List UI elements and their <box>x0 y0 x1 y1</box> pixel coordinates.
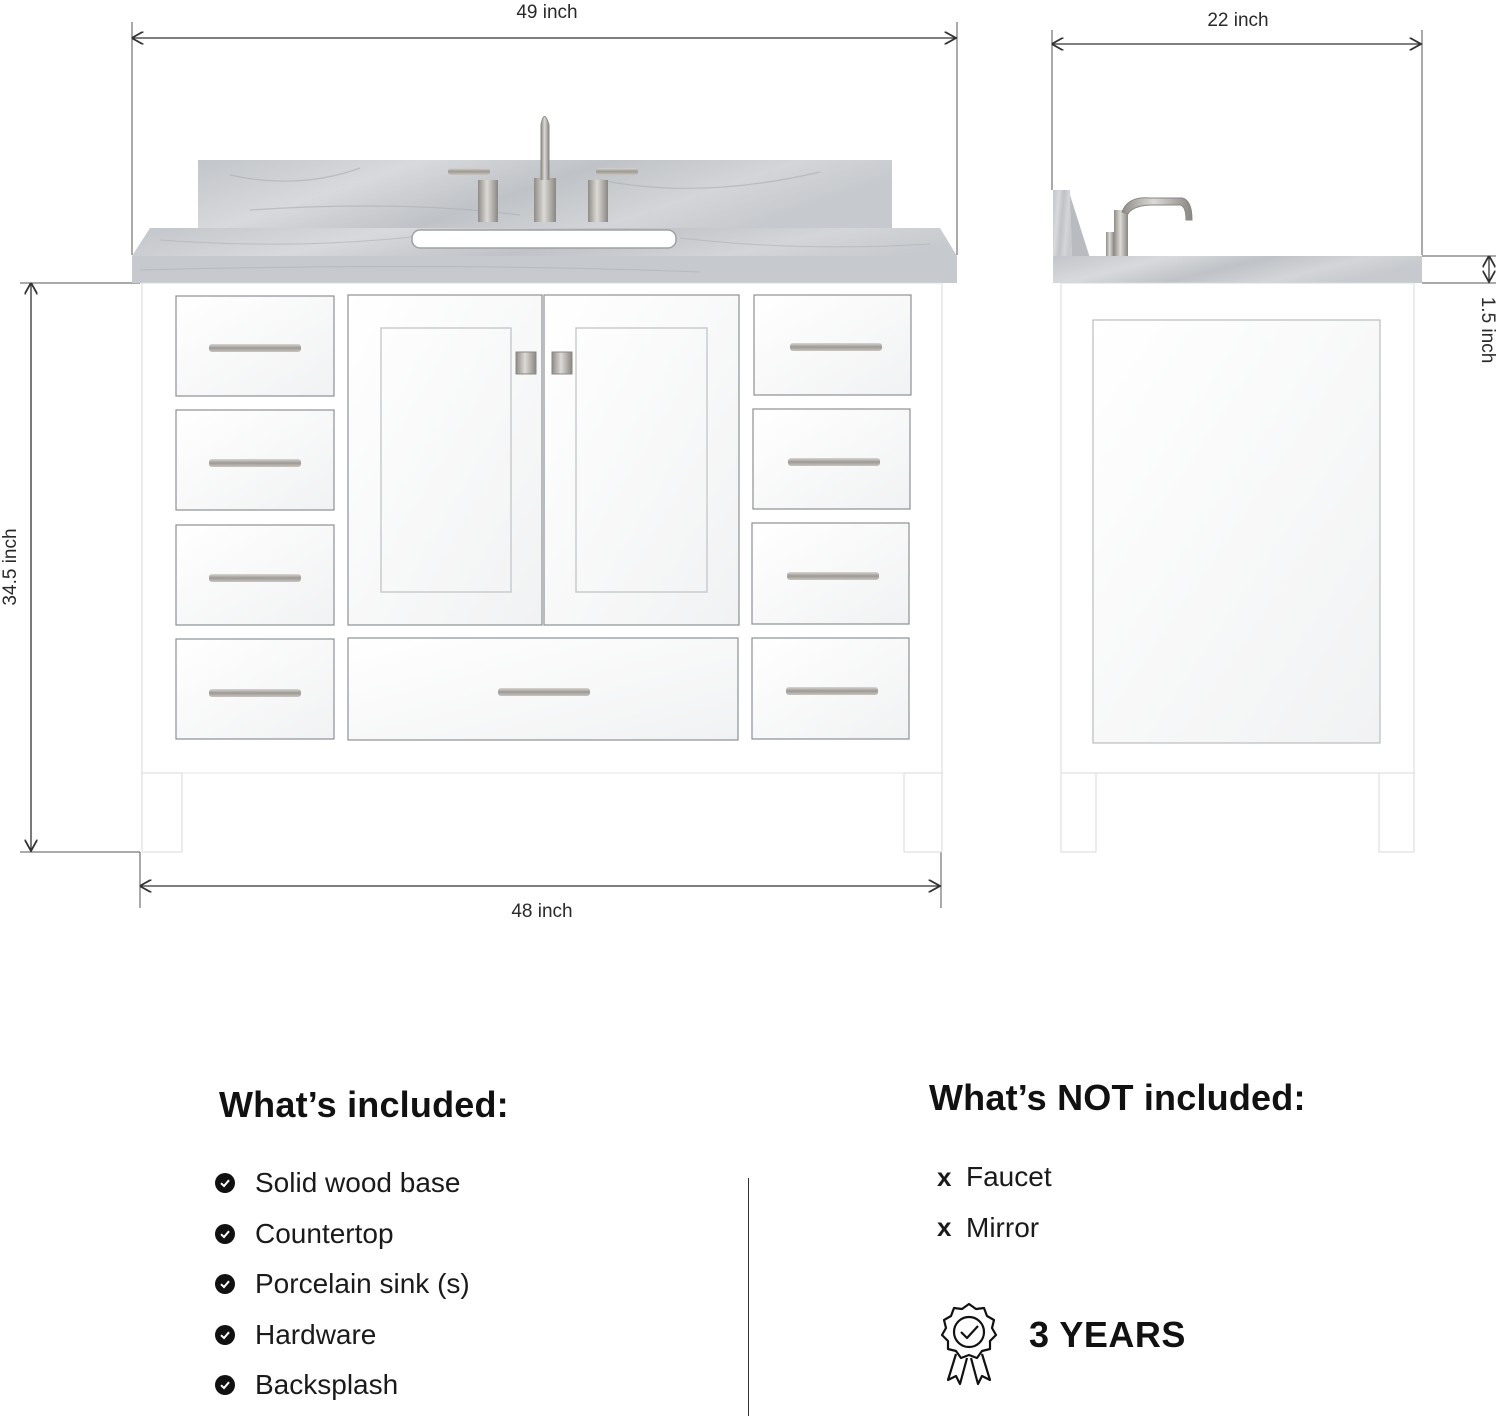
side-depth-label: 22 inch <box>1207 10 1269 31</box>
leg-left <box>142 773 182 852</box>
leg-right <box>904 773 942 852</box>
side-countertop <box>1053 256 1422 283</box>
check-circle-icon <box>215 1325 235 1345</box>
base-width-label: 48 inch <box>511 901 573 922</box>
not-included-item-label: Faucet <box>966 1161 1052 1193</box>
side-leg-right <box>1379 773 1414 852</box>
list-item <box>937 1152 1052 1203</box>
list-item <box>215 1310 470 1361</box>
list-item <box>937 1203 1052 1254</box>
countertop-thickness-label: 1.5 inch <box>1477 296 1498 364</box>
center-doors <box>348 295 739 740</box>
vanity-front-view <box>132 117 957 853</box>
included-item-label: Solid wood base <box>255 1167 461 1199</box>
not-included-item-label: Mirror <box>966 1211 1040 1243</box>
check-circle-icon <box>215 1274 235 1294</box>
warranty-text: 3 YEARS <box>1029 1314 1186 1355</box>
list-item <box>215 1158 470 1209</box>
sink <box>412 230 676 248</box>
dimension-countertop-thickness <box>1422 256 1498 363</box>
side-leg-left <box>1061 773 1096 852</box>
check-circle-icon <box>215 1224 235 1244</box>
not-included-heading: What’s NOT included: <box>929 1077 1306 1118</box>
x-mark-icon: x <box>937 1161 952 1192</box>
dimension-side-depth <box>1052 10 1422 255</box>
side-faucet <box>1106 198 1192 258</box>
included-item-label: Porcelain sink (s) <box>255 1268 470 1300</box>
check-circle-icon <box>215 1173 235 1193</box>
list-item <box>215 1209 470 1260</box>
not-included-list <box>937 1152 1052 1253</box>
included-item-label: Countertop <box>255 1217 394 1249</box>
included-item-label: Hardware <box>255 1318 377 1350</box>
column-divider <box>748 1178 749 1416</box>
check-circle-icon <box>215 1375 235 1395</box>
included-list <box>215 1158 470 1411</box>
included-item-label: Backsplash <box>255 1369 399 1401</box>
included-heading: What’s included: <box>219 1084 509 1125</box>
x-mark-icon: x <box>937 1212 952 1243</box>
dimension-base-width <box>140 852 941 922</box>
height-label: 34.5 inch <box>0 528 21 606</box>
top-width-label: 49 inch <box>516 2 578 23</box>
award-ribbon-check-icon <box>936 1300 1002 1391</box>
list-item <box>215 1360 470 1411</box>
vanity-side-view <box>1053 190 1422 852</box>
list-item <box>215 1259 470 1310</box>
dimension-height <box>0 283 140 852</box>
